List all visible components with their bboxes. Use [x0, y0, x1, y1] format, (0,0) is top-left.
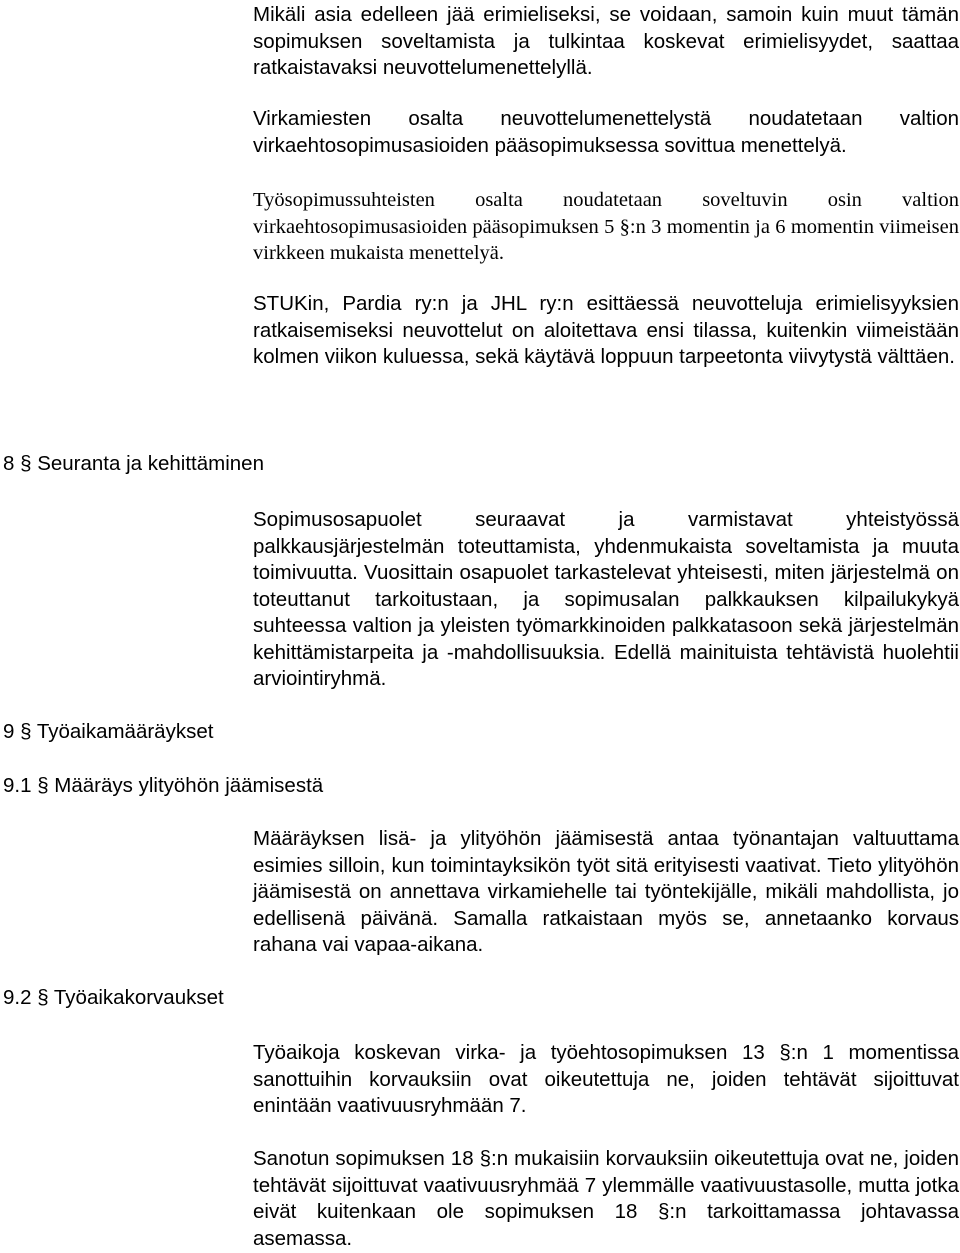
paragraph-compensation-18: Sanotun sopimuksen 18 §:n mukaisiin korvauksiin oikeutettuja ovat ne, joiden tehtävät sijoittuvat vaativuusryhmää 7 ylemmälle vaativuustasolle, mutta jotka eivät kuitenkaan ole sopimuksen 18 §:n tarkoittamassa johtavassa asemassa. — [253, 1147, 959, 1250]
paragraph-disagreement-negotiation: Mikäli asia edelleen jää erimieliseksi, se voidaan, samoin kuin muut tämän sopimuksen soveltamista ja tulkintaa koskevat erimielisyydet, saattaa ratkaistavaksi neuvottelumenettelyllä. — [253, 3, 959, 79]
paragraph-officials-procedure: Virkamiesten osalta neuvottelumenettelystä noudatetaan valtion virkaehtosopimusasioiden pääsopimuksessa sovittua menettelyä. — [253, 107, 959, 157]
section-heading-9-2: 9.2 § Työaikakorvaukset — [3, 986, 224, 1009]
paragraph-negotiation-timeline: STUKin, Pardia ry:n ja JHL ry:n esittäessä neuvotteluja erimielisyyksien ratkaisemiseksi neuvottelut on aloitettava ensi tilassa, kuitenkin viimeistään kolmen viikon kuluessa, sekä käytävä loppuun tarpeetonta viivytystä välttäen. — [253, 292, 959, 368]
paragraph-compensation-13: Työaikoja koskevan virka- ja työehtosopimuksen 13 §:n 1 momentissa sanottuihin korvauksiin ovat oikeutettuja ne, joiden tehtävät sijoittuvat enintään vaativuusryhmään 7. — [253, 1041, 959, 1117]
paragraph-employees-procedure: Työsopimussuhteisten osalta noudatetaan soveltuvin osin valtion virkaehtosopimusasioiden pääsopimuksen 5 §:n 3 momentin ja 6 momentin viimeisen virkkeen mukaista menettelyä. — [253, 189, 959, 264]
paragraph-monitoring: Sopimusosapuolet seuraavat ja varmistavat yhteistyössä palkkausjärjestelmän toteuttamista, yhdenmukaista soveltamista ja muuta toimivuutta. Vuosittain osapuolet tarkastelevat yhteisesti, miten järjestelmä on toteuttanut tarkoitustaan, ja sopimusalan palkkauksen kilpailukykyä suhteessa valtion ja yleisten työmarkkinoiden palkkatasoon sekä järjestelmän kehittämistarpeita ja -mahdollisuuksia. Edellä mainituista tehtävistä huolehtii arviointiryhmä. — [253, 508, 959, 690]
section-heading-8: 8 § Seuranta ja kehittäminen — [3, 452, 264, 475]
paragraph-overtime-order: Määräyksen lisä- ja ylityöhön jäämisestä antaa työnantajan valtuuttama esimies silloin, kun toimintayksikön työt sitä erityisesti vaativat. Tieto ylityöhön jäämisestä on annettava virkamiehelle tai työntekijälle, mikäli mahdollista, jo edellisenä päivänä. Samalla ratkaistaan myös se, annetaanko korvaus rahana vai vapaa-aikana. — [253, 827, 959, 956]
section-heading-9: 9 § Työaikamääräykset — [3, 720, 214, 743]
section-heading-9-1: 9.1 § Määräys ylityöhön jäämisestä — [3, 774, 324, 797]
